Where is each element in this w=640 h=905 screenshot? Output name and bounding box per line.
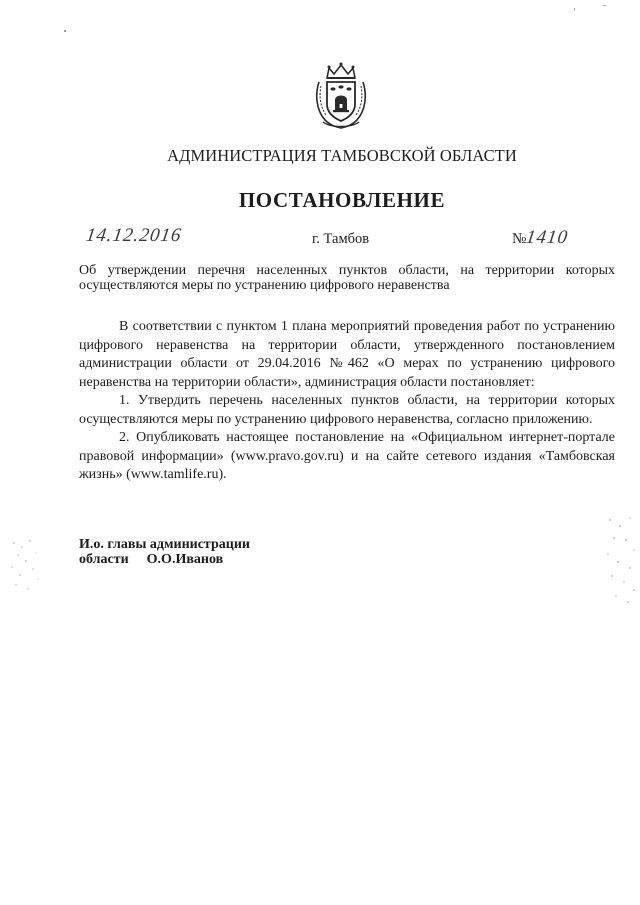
issuing-authority: АДМИНИСТРАЦИЯ ТАМБОВСКОЙ ОБЛАСТИ (167, 146, 517, 165)
scan-noise (600, 510, 638, 610)
number-sign: № (512, 231, 527, 247)
item-2-paragraph: 2. Опубликовать настоящее постановление на «Официальном интернет-портале правовой информации» (www.pravo.gov.ru) и на сайте сетевого издания «Тамбовская жизнь» (www.tamlife.ru). (79, 430, 615, 482)
signature-position-cont: области (79, 552, 129, 567)
document-subject: Об утверждении перечня населенных пунктов области, на территории которых осуществляются меры по устранению цифрового неравенства (79, 263, 615, 293)
document-type-title: ПОСТАНОВЛЕНИЕ (238, 188, 446, 212)
document-date: 14.12.2016 (84, 225, 184, 246)
scan-speck (64, 30, 66, 32)
number-value: 1410 (524, 227, 570, 248)
document-body (79, 318, 615, 485)
document-number (512, 227, 568, 249)
signature-block (79, 537, 250, 567)
signature-position: И.о. главы администрации (79, 537, 250, 552)
scan-noise (8, 535, 48, 595)
preamble-paragraph: В соответствии с пунктом 1 плана мероприятий проведения работ по устранению цифрового неравенства на территории области, утвержденного постановлением администрации области от 29.04.2016 №462 «О мерах по устранению цифрового неравенства на территории области», администрация области постановляет: (79, 319, 615, 390)
scan-speck (574, 8, 575, 11)
signature-line (79, 552, 250, 567)
scan-speck (603, 5, 606, 6)
signatory-name: О.О.Иванов (146, 552, 224, 567)
item-1-paragraph: 1. Утвердить перечень населенных пунктов области, на территории которых осуществляются меры по устранению цифрового неравенства, согласно приложению. (79, 393, 615, 427)
coat-of-arms-icon (311, 60, 371, 130)
document-city: г. Тамбов (312, 231, 370, 247)
